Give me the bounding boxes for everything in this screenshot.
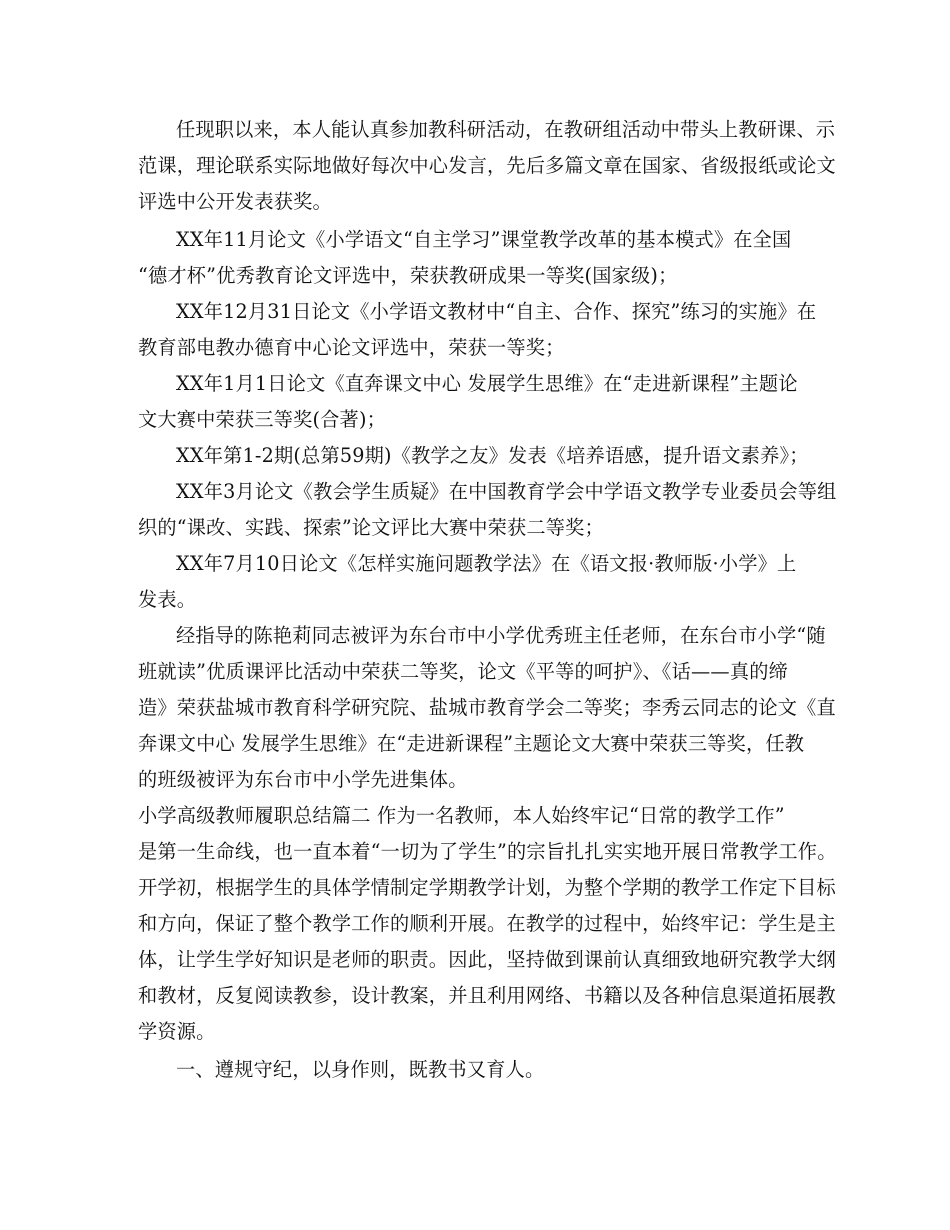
text-line: 评选中公开发表获奖。 — [138, 190, 332, 213]
text-line: 是第一生命线，也一直本着“一切为了学生”的宗旨扎扎实实地开展日常教学工作。 — [138, 840, 837, 863]
text-line: 文大赛中荣获三等奖(合著)； — [138, 408, 387, 431]
text-line: 经指导的陈艳莉同志被评为东台市中小学优秀班主任老师，在东台市小学“随 — [176, 624, 826, 647]
text-line: XX年12月31日论文《小学语文教材中“自主、合作、探究”练习的实施》在 — [176, 300, 817, 323]
text-line: “德才杯”优秀教育论文评选中，荣获教研成果一等奖(国家级)； — [138, 264, 678, 287]
text-line: 开学初，根据学生的具体学情制定学期教学计划，为整个学期的教学工作定下目标 — [138, 876, 836, 899]
text-line: 发表。 — [138, 588, 197, 611]
text-line: 织的“课改、实践、探索”论文评比大赛中荣获二等奖； — [138, 516, 604, 539]
text-line: 范课，理论联系实际地做好每次中心发言，先后多篇文章在国家、省级报纸或论文 — [138, 154, 836, 177]
text-line: 和方向，保证了整个教学工作的顺利开展。在教学的过程中，始终牢记：学生是主 — [138, 912, 836, 935]
text-line: 造》荣获盐城市教育科学研究院、盐城市教育学会二等奖；李秀云同志的论文《直 — [138, 696, 836, 719]
text-line: 任现职以来，本人能认真参加教科研活动，在教研组活动中带头上教研课、示 — [176, 118, 836, 141]
text-line: XX年第1-2期(总第59期)《教学之友》发表《培养语感，提升语文素养》； — [176, 444, 809, 467]
section-heading-line: 小学高级教师履职总结篇二 作为一名教师，本人始终牢记“日常的教学工作” — [138, 804, 785, 827]
text-line: 的班级被评为东台市中小学先进集体。 — [138, 768, 468, 791]
text-line: 体，让学生学好知识是老师的职责。因此，坚持做到课前认真细致地研究教学大纲 — [138, 948, 836, 971]
text-line: XX年7月10日论文《怎样实施问题教学法》在《语文报·教师版·小学》上 — [176, 552, 797, 575]
text-line: 教育部电教办德育中心论文评选中，荣获一等奖； — [138, 336, 565, 359]
text-line: 班就读”优质课评比活动中荣获二等奖，论文《平等的呵护》、《话——真的缔 — [138, 660, 788, 683]
text-line: XX年11月论文《小学语文“自主学习”课堂教学改革的基本模式》在全国 — [176, 228, 792, 251]
text-line: 和教材，反复阅读教参，设计教案，并且利用网络、书籍以及各种信息渠道拓展教 — [138, 984, 836, 1007]
text-line: XX年1月1日论文《直奔课文中心 发展学生思维》在“走进新课程”主题论 — [176, 372, 798, 395]
text-line: 奔课文中心 发展学生思维》在“走进新课程”主题论文大赛中荣获三等奖，任教 — [138, 732, 805, 755]
text-line: 一、遵规守纪，以身作则，既教书又育人。 — [176, 1058, 545, 1081]
text-line: 学资源。 — [138, 1020, 216, 1043]
text-line: XX年3月论文《教会学生质疑》在中国教育学会中学语文教学专业委员会等组 — [176, 480, 837, 503]
